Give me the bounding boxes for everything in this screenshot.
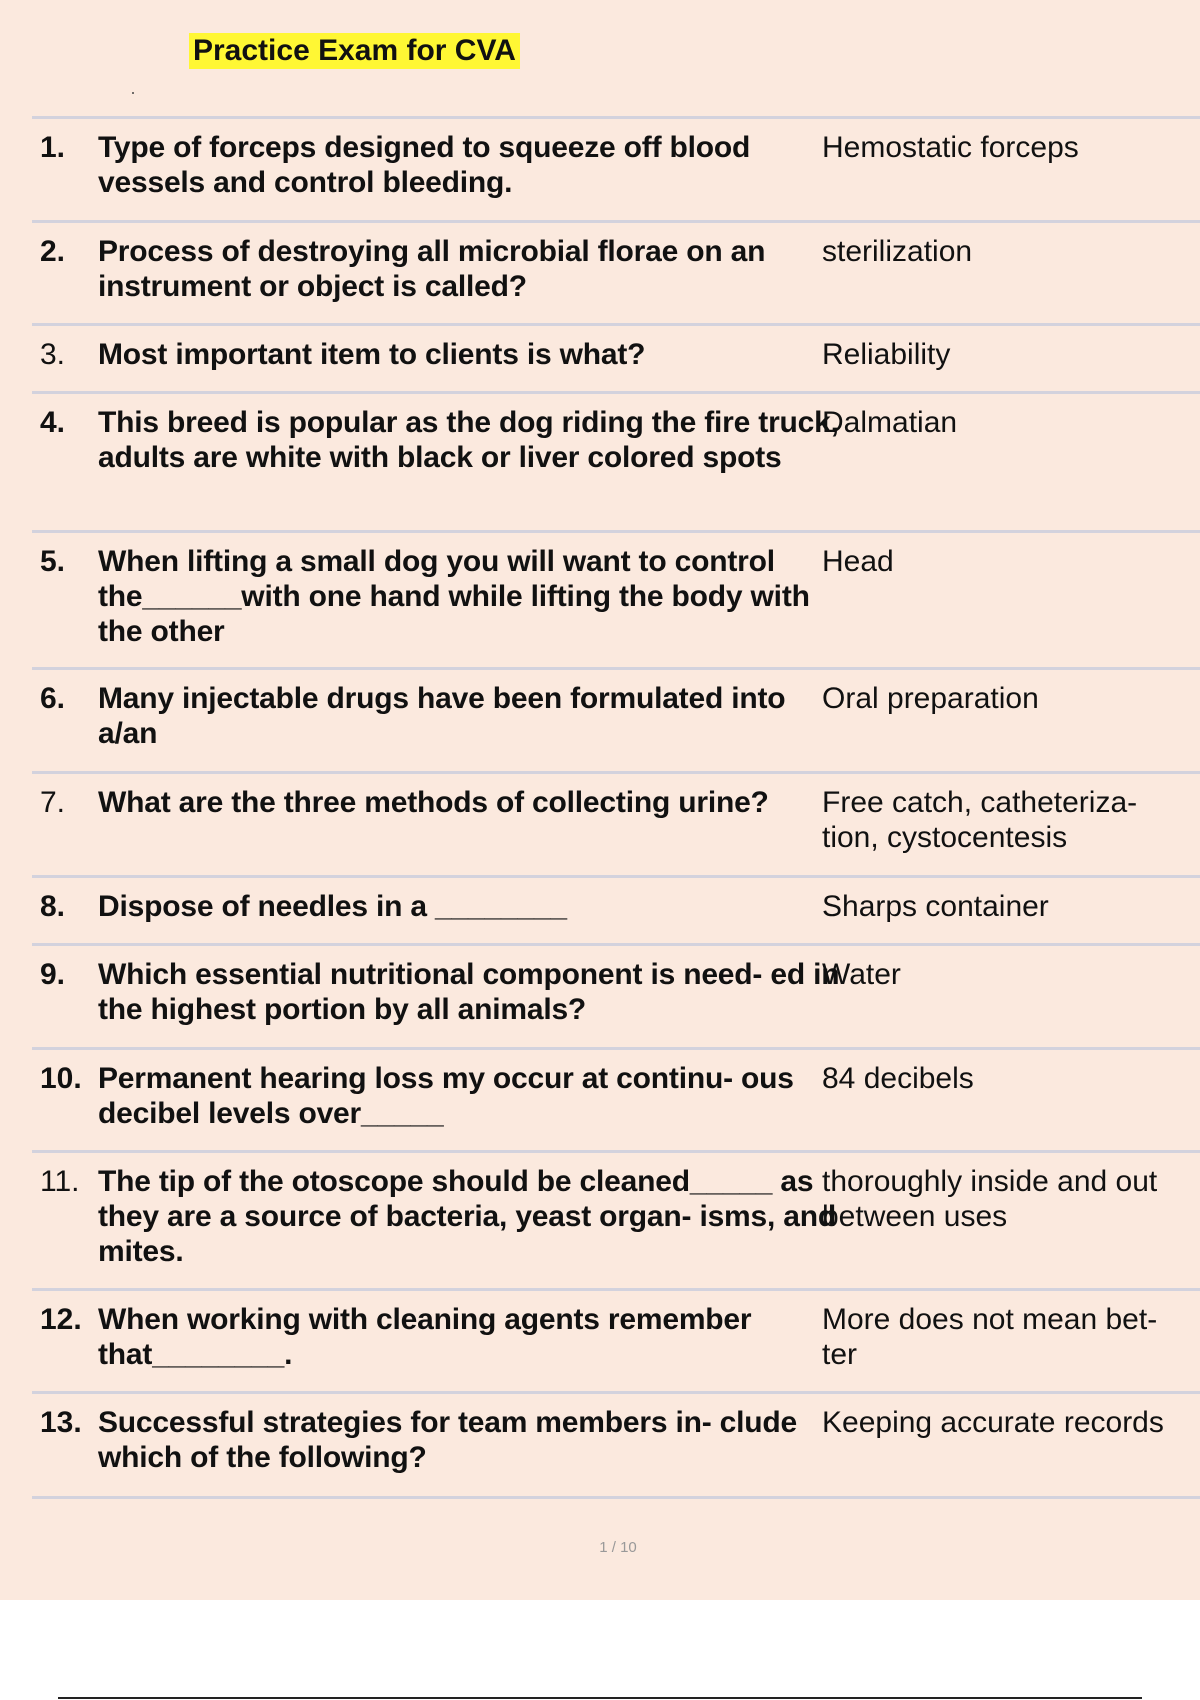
question-number: 4. bbox=[40, 406, 66, 439]
question-list bbox=[32, 116, 1200, 1499]
answer-text: Dalmatian bbox=[822, 406, 958, 439]
question-text: Type of forceps designed to squeeze off blood vessels and control bleeding. bbox=[98, 131, 751, 199]
question-row bbox=[32, 878, 1200, 946]
question-text: The tip of the otoscope should be cleaned_____ as they are a source of bacteria, yeast organ- isms, and mites. bbox=[98, 1165, 837, 1268]
question-row bbox=[32, 1153, 1200, 1291]
answer-text: Sharps container bbox=[822, 890, 1049, 923]
answer-text: Reliability bbox=[822, 338, 951, 371]
answer-text: 84 decibels bbox=[822, 1062, 974, 1095]
page-indicator: 1 / 10 bbox=[599, 1539, 637, 1556]
answer-text: Water bbox=[822, 958, 901, 991]
question-text: Successful strategies for team members in- clude which of the following? bbox=[98, 1406, 797, 1474]
answer-text: thoroughly inside and out between uses bbox=[822, 1165, 1158, 1233]
question-text: Permanent hearing loss my occur at continu- ous decibel levels over_____ bbox=[98, 1062, 794, 1130]
question-number: 11. bbox=[40, 1165, 80, 1198]
question-number: 10. bbox=[40, 1062, 82, 1095]
question-row bbox=[32, 1291, 1200, 1394]
question-text: Many injectable drugs have been formulated into a/an bbox=[98, 682, 786, 750]
question-row bbox=[32, 774, 1200, 878]
question-text: Most important item to clients is what? bbox=[98, 338, 646, 371]
question-text: When working with cleaning agents remember that________. bbox=[98, 1303, 752, 1371]
question-row bbox=[32, 946, 1200, 1050]
question-text: Dispose of needles in a ________ bbox=[98, 890, 567, 923]
question-number: 12. bbox=[40, 1303, 82, 1336]
question-row bbox=[32, 223, 1200, 326]
question-text: What are the three methods of collecting urine? bbox=[98, 786, 769, 819]
question-text: Which essential nutritional component is need- ed in the highest portion by all animals? bbox=[98, 958, 840, 1026]
question-row bbox=[32, 1394, 1200, 1499]
question-number: 2. bbox=[40, 235, 66, 268]
answer-text: Keeping accurate records bbox=[822, 1406, 1164, 1439]
question-row bbox=[32, 119, 1200, 223]
answer-text: More does not mean bet- ter bbox=[822, 1303, 1158, 1371]
question-number: 5. bbox=[40, 545, 66, 578]
question-number: 13. bbox=[40, 1406, 82, 1439]
question-row bbox=[32, 326, 1200, 394]
bottom-divider bbox=[58, 1697, 1142, 1699]
question-text: This breed is popular as the dog riding the fire truck, adults are white with black or liver colored spots bbox=[98, 406, 839, 474]
question-number: 9. bbox=[40, 958, 66, 991]
answer-text: Free catch, catheteriza- tion, cystocentesis bbox=[822, 786, 1138, 854]
stray-mark bbox=[132, 92, 134, 94]
question-row bbox=[32, 1050, 1200, 1153]
question-row bbox=[32, 670, 1200, 774]
question-row bbox=[32, 394, 1200, 533]
question-text: When lifting a small dog you will want to control the______with one hand while lifting the body with the other bbox=[98, 545, 810, 648]
answer-text: sterilization bbox=[822, 235, 973, 268]
question-number: 8. bbox=[40, 890, 66, 923]
question-number: 6. bbox=[40, 682, 66, 715]
answer-text: Hemostatic forceps bbox=[822, 131, 1079, 164]
question-number: 1. bbox=[40, 131, 66, 164]
question-row bbox=[32, 533, 1200, 670]
page-title: Practice Exam for CVA bbox=[189, 33, 520, 69]
question-number: 7. bbox=[40, 786, 66, 819]
question-number: 3. bbox=[40, 338, 66, 371]
answer-text: Oral preparation bbox=[822, 682, 1039, 715]
question-text: Process of destroying all microbial florae on an instrument or object is called? bbox=[98, 235, 766, 303]
answer-text: Head bbox=[822, 545, 894, 578]
